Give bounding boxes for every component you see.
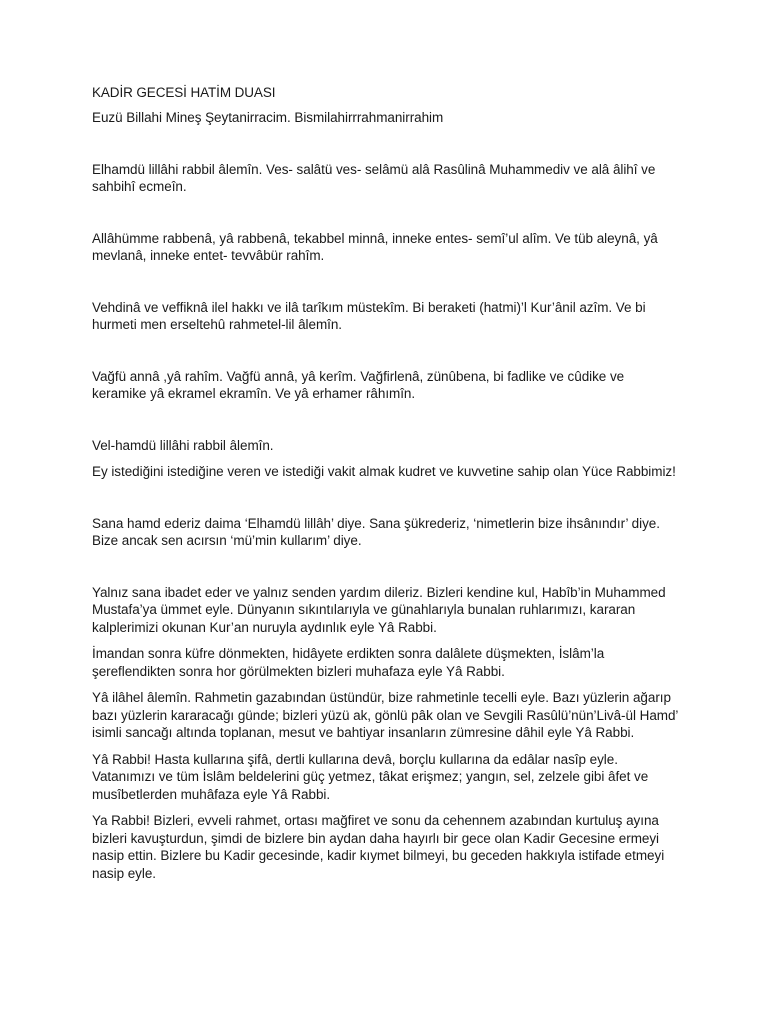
paragraph-allahumme: Allâhümme rabbenâ, yâ rabbenâ, tekabbel minnâ, inneke entes- semî’ul alîm. Ve tüb aleynâ, yâ mevlanâ, inneke entet- tevvâbür rahîm. <box>92 230 658 263</box>
paragraph-vel-hamdu: Vel-hamdü lillâhi rabbil âlemîn. <box>92 437 274 453</box>
paragraph-vagfu: Vağfü annâ ,yâ rahîm. Vağfü annâ, yâ kerîm. Vağfirlenâ, zünûbena, bi fadlike ve cûdike ve keramike yâ ekramel ekramîn. Ve yâ erhamer râhımîn. <box>92 368 625 401</box>
paragraph-euzu: Euzü Billahi Mineş Şeytanirracim. Bismilahirrrahmanirrahim <box>92 110 444 125</box>
paragraph-vehdina: Vehdinâ ve veffiknâ ilel hakkı ve ilâ tarîkım müstekîm. Bi beraketi (hatmi)’l Kur’ânil azîm. Ve bi hurmeti men erseltehû rahmetel-lil âlemîn. <box>92 299 646 332</box>
paragraph-sana-hamd: Sana hamd ederiz daima ‘Elhamdü lillâh’ diye. Sana şükrederiz, ‘nimetlerin bize ihsânındır’ diye. Bize ancak sen acırsın ‘mü’min kullarım’ diye. <box>92 515 660 548</box>
paragraph-yalniz-sana: Yalnız sana ibadet eder ve yalnız senden yardım dileriz. Bizleri kendine kul, Habîb’in Muhammed Mustafa’ya ümmet eyle. Dünyanın sıkıntılarıyla ve günahlarıyla bunalan ruhlarımızı, kararan kalplerimizi okunan Kur’an nuruyla aydınlık eyle Yâ Rabbi. <box>92 584 666 635</box>
document-page <box>92 84 682 882</box>
paragraph-ey-istedigini: Ey istediğini istediğine veren ve istediği vakit almak kudret ve kuvvetine sahip olan Yüce Rabbimiz! <box>92 464 676 479</box>
paragraph-imandan: İmandan sonra küfre dönmekten, hidâyete erdikten sonra dalâlete düşmekten, İslâm’la şereflendikten sonra hor görülmekten bizleri muhafaza eyle Yâ Rabbi. <box>92 646 605 679</box>
paragraph-ya-ilahel: Yâ ilâhel âlemîn. Rahmetin gazabından üstündür, bize rahmetinle tecelli eyle. Bazı yüzlerin ağarıp bazı yüzlerin kararacağı günde; bizleri yüzü ak, gönlü pâk olan ve Sevgili Rasûlü’nün’Livâ-ül Hamd’ isimli sancağı altında toplanan, mesut ve bahtiyar insanların zümresine dâhil eyle Yâ Rabbi. <box>92 690 678 740</box>
paragraph-elhamdu: Elhamdü lillâhi rabbil âlemîn. Ves- salâtü ves- selâmü alâ Rasûlinâ Muhammediv ve alâ âlihî ve sahbihî ecmeîn. <box>92 161 656 194</box>
paragraph-ya-rabbi-bizleri: Ya Rabbi! Bizleri, evveli rahmet, ortası mağfiret ve sonu da cehennem azabından kurtuluş ayına bizleri kavuşturdun, şimdi de bizlere bin aydan daha hayırlı bir gece olan Kadir Gecesine ermeyi nasip ettin. Bizlere bu Kadir gecesinde, kadir kıymet bilmeyi, bu geceden hakkıyla istifade etmeyi nasip eyle. <box>92 813 665 881</box>
paragraph-ya-rabbi-hasta: Yâ Rabbi! Hasta kullarına şifâ, dertli kullarına devâ, borçlu kullarına da edâlar nasîp eyle. Vatanımızı ve tüm İslâm beldelerini güç yetmez, tâkat erişmez; yangın, sel, zelzele gibi âfet ve musîbetlerden muhâfaza eyle Yâ Rabbi. <box>92 751 649 802</box>
document-title: KADİR GECESİ HATİM DUASI <box>92 85 276 100</box>
